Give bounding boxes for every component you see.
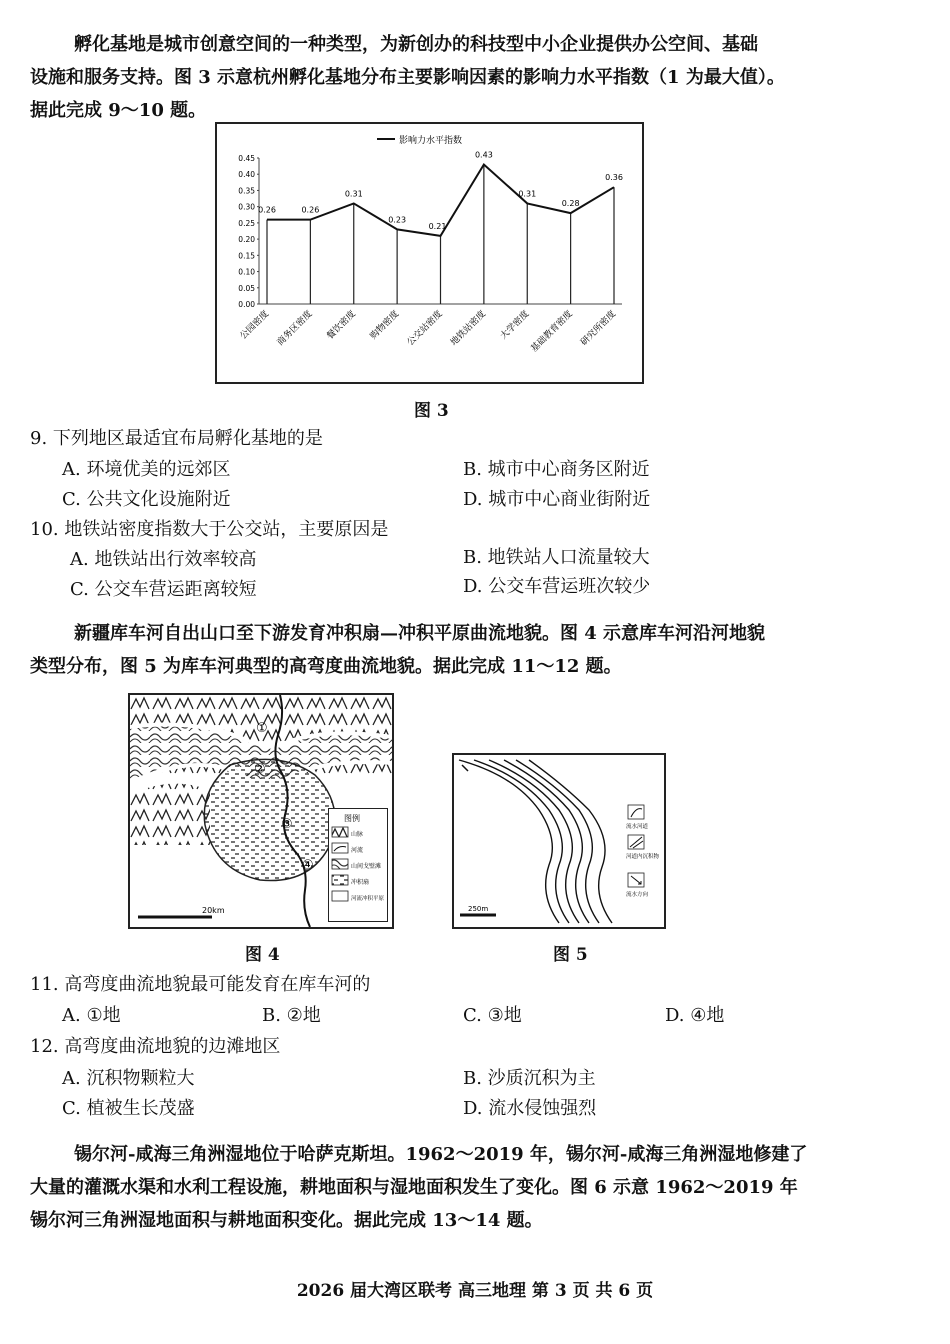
question-12-option-b[interactable]: B. 沙质沉积为主 xyxy=(463,1068,596,1089)
intro-paragraph-2 xyxy=(30,617,910,683)
category-label-3: 购物密度 xyxy=(368,309,402,342)
legend-gobi xyxy=(332,859,381,870)
y-tick-label: 0.10 xyxy=(238,267,255,277)
scale-label-fig5: 250m xyxy=(468,905,489,913)
page-footer: 2026 届大湾区联考 高三地理 第 3 页 共 6 页 xyxy=(296,1281,654,1301)
question-11-option-d[interactable]: D. ④地 xyxy=(665,1005,725,1026)
question-11-stem: 11. 高弯度曲流地貌最可能发育在库车河的 xyxy=(30,974,371,995)
meander-channels xyxy=(459,760,612,923)
question-10-option-a[interactable]: A. 地铁站出行效率较高 xyxy=(70,549,257,570)
data-label-5: 0.43 xyxy=(474,150,493,160)
figure-4-legend xyxy=(328,808,388,922)
question-9-option-a[interactable]: A. 环境优美的远郊区 xyxy=(62,459,231,480)
flow-arrow xyxy=(462,765,468,771)
marker-4: ④ xyxy=(302,858,314,873)
figure-5-meander-map xyxy=(452,753,666,929)
question-12-option-a[interactable]: A. 沉积物颗粒大 xyxy=(62,1068,195,1089)
question-11-option-b[interactable]: B. ②地 xyxy=(262,1005,321,1026)
category-label-2: 餐饮密度 xyxy=(325,309,358,342)
question-11-option-c[interactable]: C. ③地 xyxy=(463,1005,522,1026)
y-tick-label: 0.05 xyxy=(238,283,255,293)
question-12-stem: 12. 高弯度曲流地貌的边滩地区 xyxy=(30,1036,281,1057)
figure-3-caption: 图 3 xyxy=(414,401,449,421)
marker-3: ③ xyxy=(281,817,293,832)
y-tick-label: 0.20 xyxy=(238,235,255,245)
y-tick-label: 0.45 xyxy=(238,154,255,163)
data-label-0: 0.26 xyxy=(258,205,276,215)
intro1-line1: 孵化基地是城市创意空间的一种类型，为新创办的科技型中小企业提供办公空间、基础 xyxy=(74,34,758,55)
category-label-1: 商务区密度 xyxy=(275,309,315,348)
category-label-8: 研究所密度 xyxy=(579,309,619,348)
question-12-option-c[interactable]: C. 植被生长茂盛 xyxy=(62,1098,195,1119)
category-label-0: 公园密度 xyxy=(238,309,272,342)
question-10-option-d[interactable]: D. 公交车营运班次较少 xyxy=(463,576,651,597)
intro1-line2: 设施和服务支持。图 3 示意杭州孵化基地分布主要影响因素的影响力水平指数（1 为最大值）。 xyxy=(30,67,785,88)
data-label-1: 0.26 xyxy=(301,205,320,215)
category-label-4: 公交站密度 xyxy=(405,309,445,348)
data-label-4: 0.21 xyxy=(428,221,447,231)
figure-5-caption: 图 5 xyxy=(553,945,588,965)
data-label-2: 0.31 xyxy=(344,189,363,199)
category-label-6: 大学密度 xyxy=(498,309,532,342)
legend-alluvial-fan xyxy=(332,875,369,886)
svg-text:山脉: 山脉 xyxy=(351,831,364,838)
data-label-6: 0.31 xyxy=(518,189,537,199)
svg-text:河流: 河流 xyxy=(351,847,364,854)
intro-paragraph-3 xyxy=(30,1138,910,1237)
y-tick-label: 0.25 xyxy=(238,218,255,228)
intro3-line1: 锡尔河-咸海三角洲湿地位于哈萨克斯坦。1962～2019 年，锡尔河-咸海三角洲湿地修建了 xyxy=(74,1144,808,1165)
intro1-line3: 据此完成 9～10 题。 xyxy=(30,100,207,121)
question-9-option-d[interactable]: D. 城市中心商业街附近 xyxy=(463,489,651,510)
mountain-area-southwest xyxy=(130,784,210,845)
question-9-stem: 9. 下列地区最适宜布局孵化基地的是 xyxy=(30,428,323,449)
svg-text:山间戈壁滩: 山间戈壁滩 xyxy=(351,863,382,870)
marker-1: ① xyxy=(256,721,268,736)
data-label-3: 0.23 xyxy=(388,215,407,225)
intro2-line2: 类型分布，图 5 为库车河典型的高弯度曲流地貌。据此完成 11～12 题。 xyxy=(30,656,622,677)
y-tick-label: 0.00 xyxy=(238,300,255,309)
legend-flow-direction: 流水方向 xyxy=(626,892,649,898)
marker-2: ② xyxy=(254,762,266,777)
question-9-option-b[interactable]: B. 城市中心商务区附近 xyxy=(463,459,650,480)
question-11-option-a[interactable]: A. ①地 xyxy=(62,1005,121,1026)
legend-river xyxy=(332,843,363,854)
intro3-line2: 大量的灌溉水渠和水利工程设施，耕地面积与湿地面积发生了变化。图 6 示意 1962～2019 年 xyxy=(30,1177,798,1198)
fig5-legend xyxy=(626,805,660,898)
y-tick-label: 0.15 xyxy=(238,251,255,261)
legend-label: 影响力水平指数 xyxy=(399,136,463,146)
legend-sediment: 河道内沉积物 xyxy=(626,854,660,860)
question-10-option-b[interactable]: B. 地铁站人口流量较大 xyxy=(463,547,650,568)
question-9-option-c[interactable]: C. 公共文化设施附近 xyxy=(62,489,231,510)
high-sinuosity-meander xyxy=(454,755,664,927)
intro-paragraph-1 xyxy=(30,28,910,127)
scale-label: 20km xyxy=(202,906,225,915)
svg-text:河流冲积平原: 河流冲积平原 xyxy=(351,896,385,902)
question-10-option-c[interactable]: C. 公交车营运距离较短 xyxy=(70,579,257,600)
data-label-7: 0.28 xyxy=(561,199,580,209)
legend-alluvial-plain xyxy=(332,891,385,902)
y-tick-label: 0.40 xyxy=(238,170,255,180)
legend-channel: 流水河道 xyxy=(626,824,649,830)
figure-3-chart xyxy=(215,122,644,384)
category-label-5: 地铁站密度 xyxy=(449,309,488,348)
data-label-8: 0.36 xyxy=(605,173,623,183)
question-12-option-d[interactable]: D. 流水侵蚀强烈 xyxy=(463,1098,597,1119)
intro3-line3: 锡尔河三角洲湿地面积与耕地面积变化。据此完成 13～14 题。 xyxy=(30,1210,543,1231)
intro2-line1: 新疆库车河自出山口至下游发育冲积扇—冲积平原曲流地貌。图 4 示意库车河沿河地貌 xyxy=(74,623,766,644)
legend-title: 图例 xyxy=(344,814,360,823)
figure-4-caption: 图 4 xyxy=(245,945,280,965)
y-tick-label: 0.35 xyxy=(238,186,255,196)
category-label-7: 基础教育密度 xyxy=(529,309,575,355)
alluvial-fan xyxy=(204,759,335,880)
svg-text:冲积扇: 冲积扇 xyxy=(351,879,370,886)
legend-mountain xyxy=(332,827,363,838)
influence-index-line-chart xyxy=(217,124,642,382)
question-10-stem: 10. 地铁站密度指数大于公交站，主要原因是 xyxy=(30,519,389,540)
y-tick-label: 0.30 xyxy=(238,202,255,212)
